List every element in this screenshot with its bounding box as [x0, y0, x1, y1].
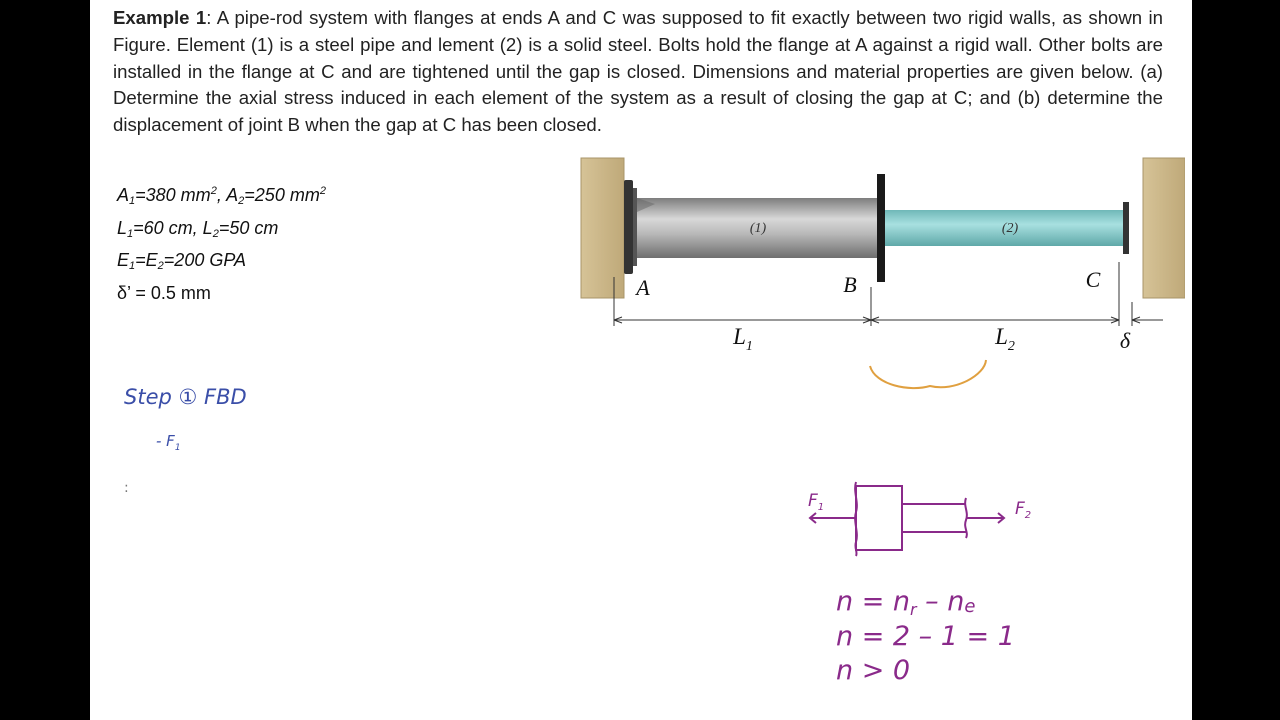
fbd-f1-label: $F_1$ [808, 491, 825, 513]
element-1-label: (1) [749, 221, 767, 236]
dim-l2-label: $L_2$ [995, 324, 1015, 354]
f1-note: - $F_1$ [156, 432, 181, 453]
fbd-flange-block [856, 486, 902, 550]
handwritten-annotations [90, 0, 1192, 720]
point-a-label: A [636, 275, 650, 300]
problem-title: Example 1 [113, 7, 207, 28]
given-areas: $A_1=380$ $mm^2$, $A_2=250$ $mm^2$ [117, 185, 326, 207]
given-gap: δ’ = 0.5 mm [117, 282, 211, 303]
step-label: Step ① FBD [124, 385, 247, 409]
problem-text: : A pipe-rod system with flanges at ends A and C was supposed to fit exactly between two rigid walls, as shown in Figure. Element (1) is a steel pipe and lement (2) is a solid steel. Bolts hold the flange at A against a rigid wall. Other bolts are installed in the flange at C and are tightened until the gap is closed. Dimensions and material properties are given below. (a) Determine the axial stress induced in each element of the system as a result of closing the gap at C; and (b) determine the displacement of joint B when the gap at C has been closed. [113, 7, 1163, 136]
point-c-label: C [1085, 267, 1101, 292]
equation-conclusion: n > 0 [836, 655, 911, 686]
dim-l1-label: $L_1$ [733, 324, 753, 354]
equation-redundancy: n = nr – ne [836, 586, 976, 619]
given-lengths: $L_1=60$ cm, $L_2=50$ cm [117, 217, 279, 240]
point-b-label: B [843, 272, 857, 297]
orange-brace-mark [870, 360, 986, 388]
equation-value: n = 2 – 1 = 1 [836, 621, 1015, 652]
given-moduli: $E_1=E_2=200$ GPA [117, 250, 247, 272]
colon-mark: : [124, 480, 129, 496]
free-body-diagram [810, 482, 1004, 556]
fbd-f2-label: $F_2$ [1015, 499, 1032, 521]
element-2-label: (2) [1001, 221, 1019, 236]
lecture-slide [90, 0, 1192, 720]
dim-delta-label: δ [1119, 328, 1131, 353]
